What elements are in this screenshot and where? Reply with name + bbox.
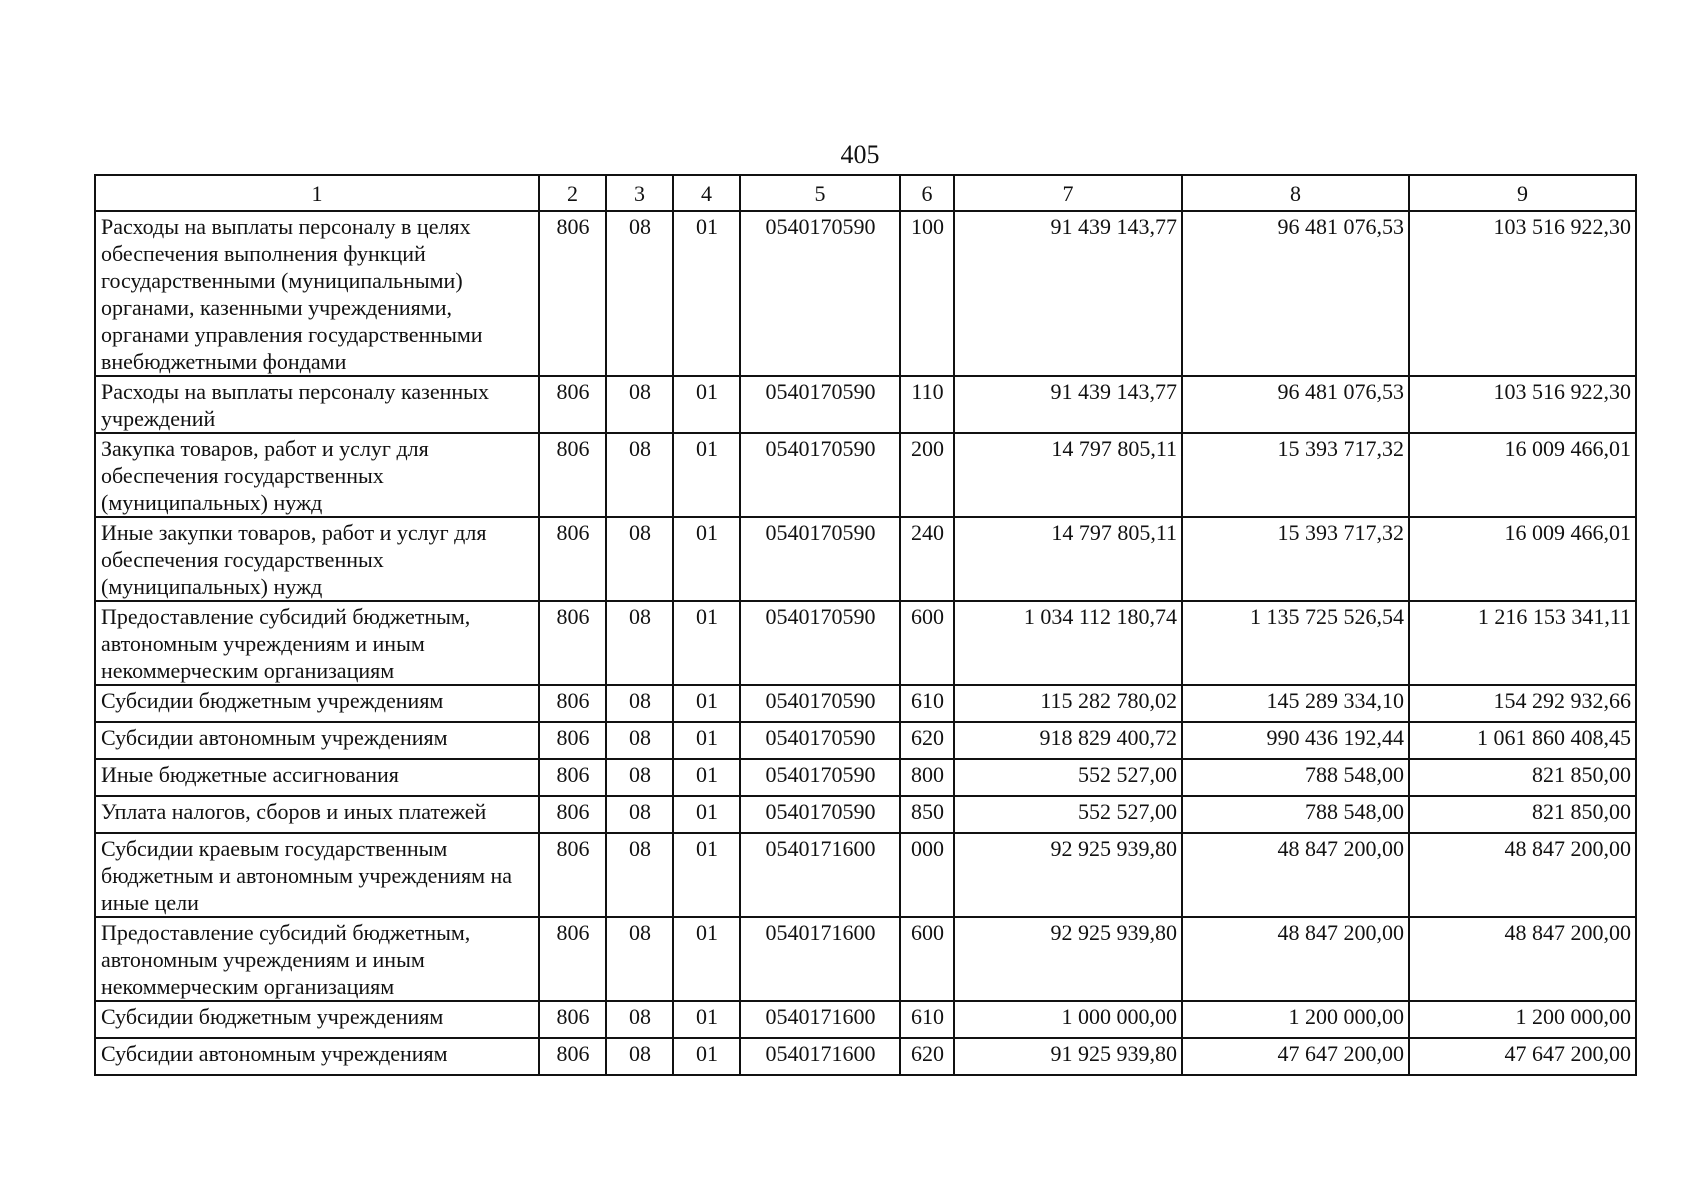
ministry-code: 806 [539,796,606,833]
table-row [95,1001,1636,1038]
expense-type-code: 110 [900,376,954,433]
expense-type-code: 850 [900,796,954,833]
amount-col-9: 1 061 860 408,45 [1409,722,1636,759]
ministry-code: 806 [539,1001,606,1038]
section-code: 08 [606,917,673,1001]
subsection-code: 01 [673,685,740,722]
column-header-7: 7 [954,175,1182,211]
column-header-9: 9 [1409,175,1636,211]
amount-col-8: 1 200 000,00 [1182,1001,1409,1038]
amount-col-9: 16 009 466,01 [1409,517,1636,601]
expense-type-code: 600 [900,601,954,685]
target-article-code: 0540170590 [740,759,900,796]
amount-col-7: 92 925 939,80 [954,833,1182,917]
expense-name: Субсидии бюджетным учреждениям [95,1001,539,1038]
target-article-code: 0540171600 [740,1001,900,1038]
table-row [95,211,1636,376]
budget-table [94,174,1637,1076]
target-article-code: 0540170590 [740,433,900,517]
table-row [95,917,1636,1001]
target-article-code: 0540170590 [740,211,900,376]
section-code: 08 [606,759,673,796]
table-row [95,722,1636,759]
expense-type-code: 610 [900,1001,954,1038]
amount-col-8: 48 847 200,00 [1182,833,1409,917]
expense-name: Закупка товаров, работ и услуг для обеспечения государственных (муниципальных) нужд [95,433,539,517]
amount-col-7: 1 034 112 180,74 [954,601,1182,685]
amount-col-9: 103 516 922,30 [1409,211,1636,376]
amount-col-9: 48 847 200,00 [1409,833,1636,917]
ministry-code: 806 [539,433,606,517]
ministry-code: 806 [539,517,606,601]
page-number: 405 [840,140,880,169]
target-article-code: 0540170590 [740,517,900,601]
section-code: 08 [606,517,673,601]
amount-col-7: 918 829 400,72 [954,722,1182,759]
column-header-6: 6 [900,175,954,211]
target-article-code: 0540170590 [740,376,900,433]
table-row [95,759,1636,796]
subsection-code: 01 [673,917,740,1001]
amount-col-7: 1 000 000,00 [954,1001,1182,1038]
amount-col-8: 15 393 717,32 [1182,433,1409,517]
target-article-code: 0540170590 [740,722,900,759]
amount-col-8: 990 436 192,44 [1182,722,1409,759]
section-code: 08 [606,685,673,722]
target-article-code: 0540171600 [740,1038,900,1075]
amount-col-9: 821 850,00 [1409,796,1636,833]
column-header-8: 8 [1182,175,1409,211]
expense-name: Предоставление субсидий бюджетным, автономным учреждениям и иным некоммерческим организациям [95,917,539,1001]
amount-col-9: 16 009 466,01 [1409,433,1636,517]
amount-col-8: 1 135 725 526,54 [1182,601,1409,685]
amount-col-9: 154 292 932,66 [1409,685,1636,722]
amount-col-8: 15 393 717,32 [1182,517,1409,601]
column-header-4: 4 [673,175,740,211]
section-code: 08 [606,1001,673,1038]
amount-col-9: 1 200 000,00 [1409,1001,1636,1038]
expense-name: Субсидии краевым государственным бюджетным и автономным учреждениям на иные цели [95,833,539,917]
target-article-code: 0540170590 [740,685,900,722]
ministry-code: 806 [539,1038,606,1075]
subsection-code: 01 [673,759,740,796]
subsection-code: 01 [673,796,740,833]
ministry-code: 806 [539,601,606,685]
section-code: 08 [606,833,673,917]
section-code: 08 [606,433,673,517]
target-article-code: 0540171600 [740,917,900,1001]
table-row [95,601,1636,685]
expense-name: Предоставление субсидий бюджетным, автономным учреждениям и иным некоммерческим организациям [95,601,539,685]
expense-name: Иные бюджетные ассигнования [95,759,539,796]
amount-col-9: 47 647 200,00 [1409,1038,1636,1075]
expense-name: Субсидии бюджетным учреждениям [95,685,539,722]
table-row [95,685,1636,722]
expense-name: Расходы на выплаты персоналу в целях обеспечения выполнения функций государственными (муниципальными) органами, казенными учреждениями, органами управления государственными внебюджетными фондами [95,211,539,376]
amount-col-7: 91 925 939,80 [954,1038,1182,1075]
column-header-5: 5 [740,175,900,211]
table-row [95,376,1636,433]
amount-col-7: 92 925 939,80 [954,917,1182,1001]
expense-type-code: 000 [900,833,954,917]
target-article-code: 0540170590 [740,796,900,833]
expense-type-code: 200 [900,433,954,517]
table-row [95,1038,1636,1075]
subsection-code: 01 [673,1038,740,1075]
subsection-code: 01 [673,1001,740,1038]
amount-col-7: 552 527,00 [954,759,1182,796]
section-code: 08 [606,722,673,759]
amount-col-8: 48 847 200,00 [1182,917,1409,1001]
amount-col-7: 552 527,00 [954,796,1182,833]
column-header-3: 3 [606,175,673,211]
amount-col-8: 96 481 076,53 [1182,376,1409,433]
expense-type-code: 240 [900,517,954,601]
amount-col-7: 115 282 780,02 [954,685,1182,722]
expense-type-code: 100 [900,211,954,376]
table-row [95,433,1636,517]
ministry-code: 806 [539,833,606,917]
amount-col-7: 14 797 805,11 [954,517,1182,601]
ministry-code: 806 [539,759,606,796]
amount-col-9: 103 516 922,30 [1409,376,1636,433]
amount-col-8: 47 647 200,00 [1182,1038,1409,1075]
amount-col-7: 14 797 805,11 [954,433,1182,517]
table-row [95,517,1636,601]
expense-name: Расходы на выплаты персоналу казенных учреждений [95,376,539,433]
header-row [95,175,1636,211]
amount-col-9: 48 847 200,00 [1409,917,1636,1001]
section-code: 08 [606,796,673,833]
expense-type-code: 800 [900,759,954,796]
section-code: 08 [606,211,673,376]
amount-col-8: 145 289 334,10 [1182,685,1409,722]
ministry-code: 806 [539,917,606,1001]
table-row [95,833,1636,917]
column-header-1: 1 [95,175,539,211]
amount-col-8: 788 548,00 [1182,759,1409,796]
expense-name: Уплата налогов, сборов и иных платежей [95,796,539,833]
target-article-code: 0540170590 [740,601,900,685]
ministry-code: 806 [539,685,606,722]
ministry-code: 806 [539,211,606,376]
expense-type-code: 600 [900,917,954,1001]
section-code: 08 [606,1038,673,1075]
section-code: 08 [606,601,673,685]
expense-name: Субсидии автономным учреждениям [95,722,539,759]
amount-col-7: 91 439 143,77 [954,211,1182,376]
expense-type-code: 620 [900,722,954,759]
amount-col-7: 91 439 143,77 [954,376,1182,433]
amount-col-8: 96 481 076,53 [1182,211,1409,376]
amount-col-9: 821 850,00 [1409,759,1636,796]
expense-name: Субсидии автономным учреждениям [95,1038,539,1075]
amount-col-9: 1 216 153 341,11 [1409,601,1636,685]
target-article-code: 0540171600 [740,833,900,917]
subsection-code: 01 [673,833,740,917]
table-row [95,796,1636,833]
subsection-code: 01 [673,376,740,433]
subsection-code: 01 [673,517,740,601]
column-header-2: 2 [539,175,606,211]
expense-name: Иные закупки товаров, работ и услуг для обеспечения государственных (муниципальных) нужд [95,517,539,601]
subsection-code: 01 [673,433,740,517]
expense-type-code: 610 [900,685,954,722]
subsection-code: 01 [673,601,740,685]
table-body [95,211,1636,1075]
subsection-code: 01 [673,211,740,376]
amount-col-8: 788 548,00 [1182,796,1409,833]
ministry-code: 806 [539,722,606,759]
expense-type-code: 620 [900,1038,954,1075]
ministry-code: 806 [539,376,606,433]
section-code: 08 [606,376,673,433]
subsection-code: 01 [673,722,740,759]
